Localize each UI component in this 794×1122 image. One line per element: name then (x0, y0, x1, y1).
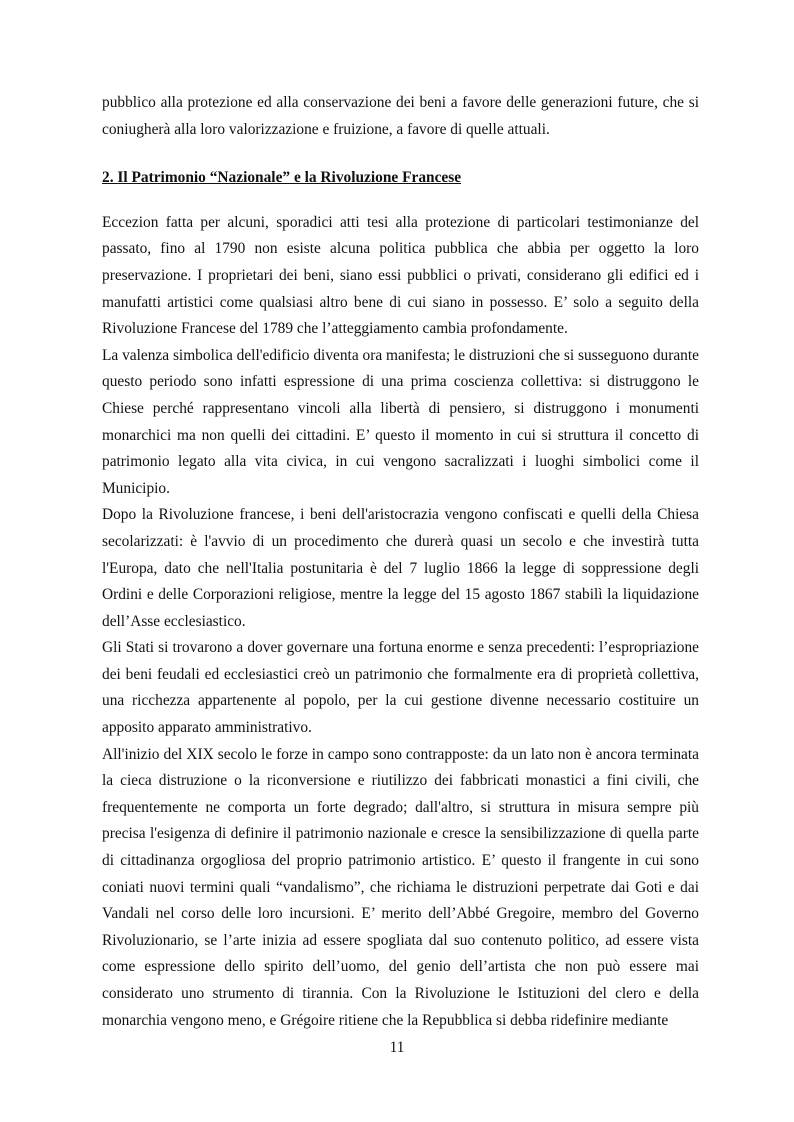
body-paragraph-1: Eccezion fatta per alcuni, sporadici atti tesi alla protezione di particolari testimonianze del passato, fino al 1790 non esiste alcuna politica pubblica che abbia per oggetto la loro preservazione. I proprietari dei beni, siano essi pubblici o privati, considerano gli edifici ed i manufatti artistici come qualsiasi altro bene di cui siano in possesso. E’ solo a seguito della Rivoluzione Francese del 1789 che l’atteggiamento cambia profondamente. (102, 213, 699, 338)
document-page (102, 90, 699, 1034)
body-paragraph-3: Dopo la Rivoluzione francese, i beni dell'aristocrazia vengono confiscati e quelli della Chiesa secolarizzati: è l'avvio di un procedimento che durerà quasi un secolo e che investirà tutta l'Europa, dato che nell'Italia postunitaria è del 7 luglio 1866 la legge di soppressione degli Ordini e delle Corporazioni religiose, mentre la legge del 15 agosto 1867 stabilì la liquidazione dell’Asse ecclesiastico. (102, 506, 699, 630)
body-paragraph-2: La valenza simbolica dell'edificio diventa ora manifesta; le distruzioni che si susseguono durante questo periodo sono infatti espressione di una prima coscienza collettiva: si distruggono le Chiese perché rappresentano vincoli alla libertà di pensiero, si distruggono i monumenti monarchici ma non quelli dei cittadini. E’ questo il momento in cui si struttura il concetto di patrimonio legato alla vita civica, in cui vengono sacralizzati i luoghi simbolici come il Municipio. (102, 346, 699, 497)
body-paragraph-5: All'inizio del XIX secolo le forze in campo sono contrapposte: da un lato non è ancora terminata la cieca distruzione o la riconversione e riutilizzo dei fabbricati monastici a fini civili, che frequentemente ne comporta un forte degrado; dall'altro, si struttura in misura sempre più precisa l'esigenza di definire il patrimonio nazionale e cresce la sensibilizzazione di quella parte di cittadinanza orgogliosa del proprio patrimonio artistico. E’ questo il frangente in cui sono coniati nuovi termini quali “vandalismo”, che richiama le distruzioni perpetrate dai Goti e dai Vandali nel corso delle loro incursioni. E’ merito dell’Abbé Gregoire, membro del Governo Rivoluzionario, se l’arte inizia ad essere spogliata dal suo contenuto politico, ad essere vista come espressione dello spirito dell’uomo, del genio dell’artista che non può essere mai considerato uno strumento di tirannia. Con la Rivoluzione le Istituzioni del clero e della monarchia vengono meno, e Grégoire ritiene che la Repubblica si debba ridefinire mediante (102, 745, 699, 1029)
page-number: 11 (389, 1039, 405, 1056)
intro-paragraph: pubblico alla protezione ed alla conservazione dei beni a favore delle generazioni future, che si coniugherà alla loro valorizzazione e fruizione, a favore di quelle attuali. (102, 94, 699, 138)
body-paragraph-4: Gli Stati si trovarono a dover governare una fortuna enorme e senza precedenti: l’espropriazione dei beni feudali ed ecclesiastici creò un patrimonio che formalmente era di proprietà collettiva, una ricchezza appartenente al popolo, per la cui gestione divenne necessario costituire un apposito apparato amministrativo. (102, 639, 699, 737)
section-heading: 2. Il Patrimonio “Nazionale” e la Rivoluzione Francese (102, 169, 462, 187)
